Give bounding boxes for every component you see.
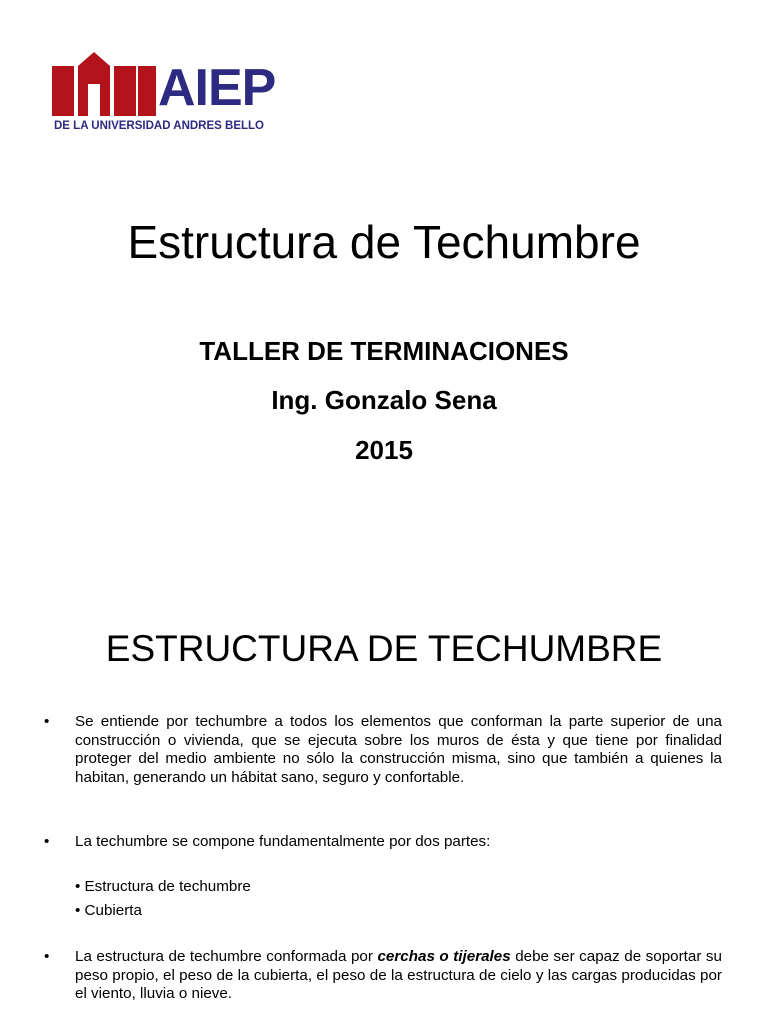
bullet-text: Se entiende por techumbre a todos los elementos que conforman la parte superior de una construcción o vivienda, que se ejecuta sobre los muros de ésta y que tiene por finalidad proteger del medio ambiente no sólo la construcción misma, sino que también a quienes la habitan, generando un hábitat sano, seguro y confortable. — [75, 713, 722, 786]
content-slide — [0, 576, 768, 1024]
bullet-symbol: • — [44, 948, 50, 965]
logo-tagline: DE LA UNIVERSIDAD ANDRES BELLO — [54, 120, 264, 132]
bullet-text-end: debe ser capaz de soportar su peso propio, el peso de la cubierta, el peso de la estructura de cielo y las cargas producidas por el viento, lluvia o nieve. — [75, 948, 722, 1003]
bullet-text — [75, 948, 722, 1004]
sub-list-item: • Cubierta — [75, 902, 142, 919]
bullet-text-start: La estructura de techumbre conformada por — [75, 948, 378, 965]
content-title: ESTRUCTURA DE TECHUMBRE — [105, 628, 663, 669]
bullet-symbol: • — [44, 833, 50, 850]
slide-title: Estructura de Techumbre — [127, 216, 641, 268]
building-logo-icon — [52, 50, 158, 116]
course-name: TALLER DE TERMINACIONES — [199, 336, 569, 366]
year: 2015 — [355, 435, 413, 465]
bullet-symbol: • — [44, 713, 50, 730]
author-name: Ing. Gonzalo Sena — [271, 385, 497, 415]
sub-list-item: • Estructura de techumbre — [75, 878, 251, 895]
logo-wordmark: AIEP — [158, 59, 276, 117]
emphasized-term: cerchas o tijerales — [377, 948, 511, 965]
bullet-text: La techumbre se compone fundamentalmente por dos partes: — [75, 833, 491, 850]
aiep-logo — [52, 50, 312, 140]
